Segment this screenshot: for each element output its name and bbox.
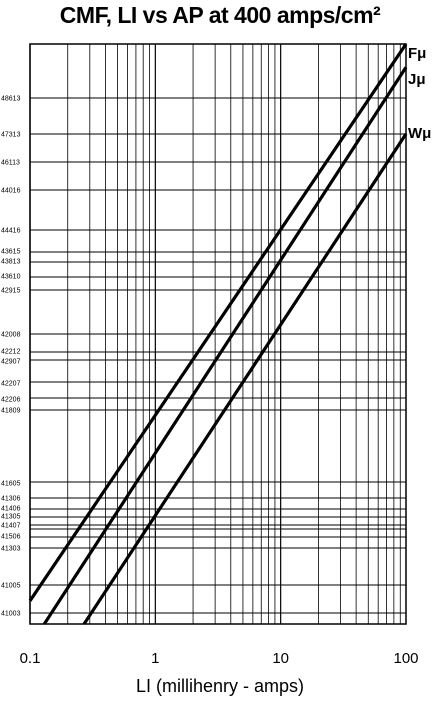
y-tick-label: 41305 xyxy=(1,513,21,521)
x-tick-label: 10 xyxy=(272,650,290,667)
y-tick-label: 47313 xyxy=(1,131,21,139)
y-tick-label: 44416 xyxy=(1,227,21,235)
x-axis-label: LI (millihenry - amps) xyxy=(135,676,305,696)
y-tick-label: 41303 xyxy=(1,545,21,553)
series-label: Wμ xyxy=(408,125,432,142)
series-line xyxy=(84,134,406,624)
y-tick-label: 44016 xyxy=(1,187,21,195)
y-tick-label: 42915 xyxy=(1,287,21,295)
y-tick-label: 41003 xyxy=(1,610,21,618)
grid xyxy=(30,44,406,624)
y-tick-label: 48613 xyxy=(1,95,21,103)
y-tick-label: 42207 xyxy=(1,380,21,388)
y-tick-label: 42206 xyxy=(1,396,21,404)
y-tick-label: 42212 xyxy=(1,348,21,356)
x-tick-label: 0.1 xyxy=(19,650,41,667)
y-tick-label: 41605 xyxy=(1,480,21,488)
series-line xyxy=(44,67,406,624)
y-tick-label: 41506 xyxy=(1,533,21,541)
y-tick-label: 43615 xyxy=(1,248,21,256)
series-labels xyxy=(408,45,431,142)
y-tick-label: 42907 xyxy=(1,358,21,366)
y-tick-label: 41005 xyxy=(1,582,21,590)
y-tick-label: 41809 xyxy=(1,407,21,415)
x-tick-label: 1 xyxy=(151,650,160,667)
x-tick-label: 100 xyxy=(393,650,419,667)
y-tick-labels xyxy=(1,96,21,618)
x-tick-labels xyxy=(20,650,419,667)
y-tick-label: 43813 xyxy=(1,258,21,266)
y-tick-label: 41406 xyxy=(1,505,21,513)
y-tick-label: 42008 xyxy=(1,331,21,339)
series-label: Fμ xyxy=(408,45,427,62)
chart-title: CMF, LI vs AP at 400 amps/cm² xyxy=(59,2,381,28)
y-tick-label: 43610 xyxy=(1,273,21,281)
y-tick-label: 46113 xyxy=(1,159,20,167)
y-tick-label: 41407 xyxy=(1,522,21,530)
y-tick-label: 41306 xyxy=(1,495,21,503)
series-label: Jμ xyxy=(408,71,426,88)
